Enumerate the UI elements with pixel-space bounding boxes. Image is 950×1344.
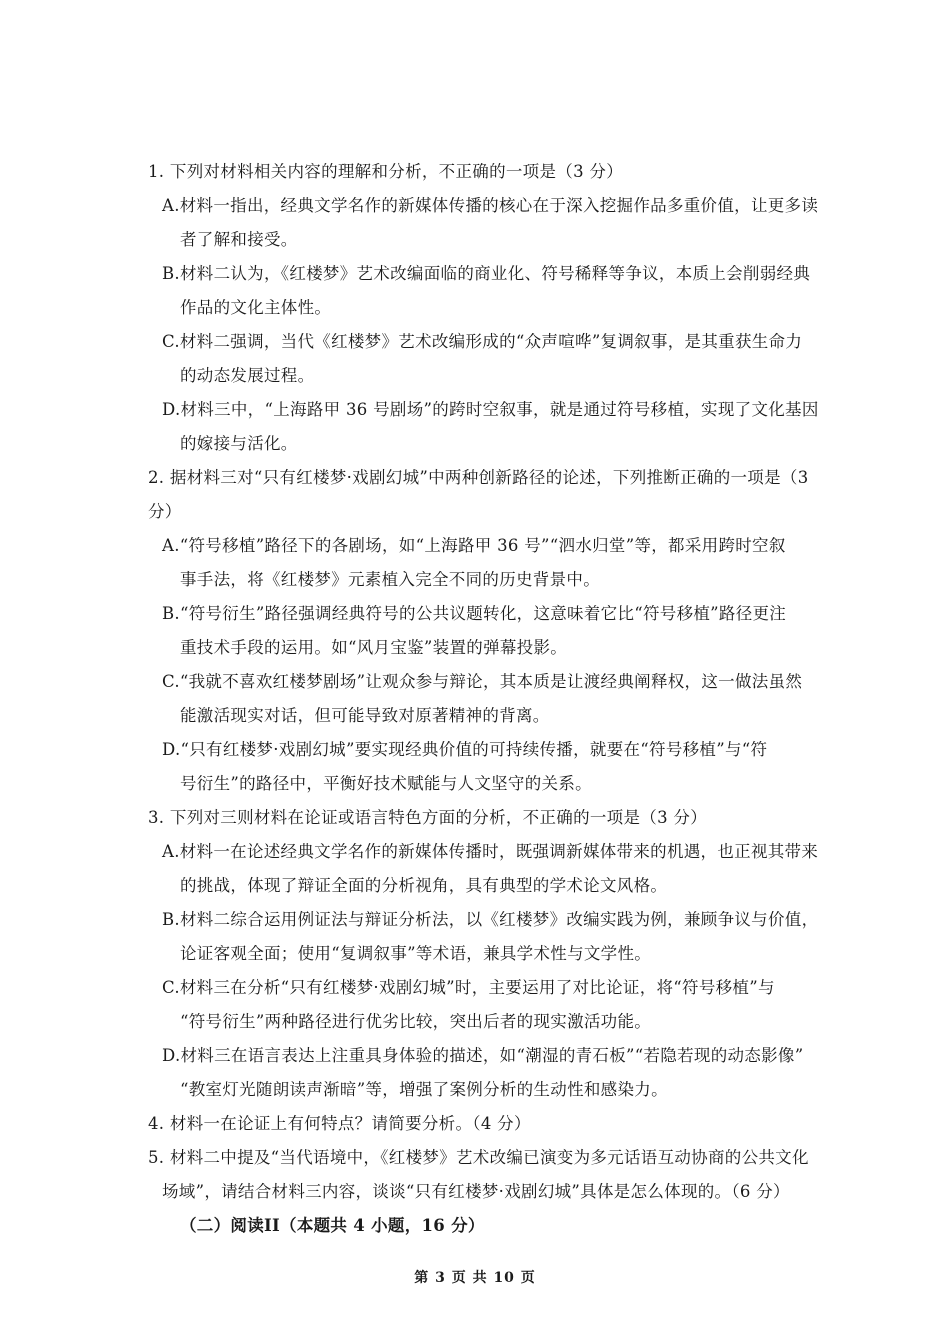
question-4-stem: 4. 材料一在论证上有何特点？请简要分析。（4 分） xyxy=(148,1114,531,1133)
question-3-option-d: D.材料三在语言表达上注重具身体验的描述，如“潮湿的青石板”“若隐若现的动态影像” xyxy=(162,1046,804,1065)
question-3-option-d-cont: “教室灯光随朗读声渐暗”等，增强了案例分析的生动性和感染力。 xyxy=(180,1080,668,1099)
question-5-stem-cont: 场域”，请结合材料三内容，谈谈“只有红楼梦·戏剧幻城”具体是怎么体现的。（6 分） xyxy=(162,1182,790,1201)
question-2-option-a: A.“符号移植”路径下的各剧场，如“上海路甲 36 号”“泗水归堂”等，都采用跨时空叙 xyxy=(162,536,786,555)
page-number-footer: 第 3 页 共 10 页 xyxy=(414,1270,536,1286)
question-2-option-c: C.“我就不喜欢红楼梦剧场”让观众参与辩论，其本质是让渡经典阐释权，这一做法虽然 xyxy=(162,672,803,691)
question-3-stem: 3. 下列对三则材料在论证或语言特色方面的分析，不正确的一项是（3 分） xyxy=(148,808,708,827)
section-heading: （二）阅读II（本题共 4 小题，16 分） xyxy=(180,1216,485,1235)
question-3-option-b-cont: 论证客观全面；使用“复调叙事”等术语，兼具学术性与文学性。 xyxy=(180,944,652,963)
question-3-option-c: C.材料三在分析“只有红楼梦·戏剧幻城”时，主要运用了对比论证，将“符号移植”与 xyxy=(162,978,775,997)
question-3-option-c-cont: “符号衍生”两种路径进行优劣比较，突出后者的现实激活功能。 xyxy=(180,1012,652,1031)
question-1-option-d-cont: 的嫁接与活化。 xyxy=(180,434,298,453)
question-2-stem: 2. 据材料三对“只有红楼梦·戏剧幻城”中两种创新路径的论述，下列推断正确的一项是（3 xyxy=(148,468,809,487)
question-1-option-b-cont: 作品的文化主体性。 xyxy=(180,298,332,317)
question-1-option-a: A.材料一指出，经典文学名作的新媒体传播的核心在于深入挖掘作品多重价值，让更多读 xyxy=(162,196,819,215)
question-3-option-a-cont: 的挑战，体现了辩证全面的分析视角，具有典型的学术论文风格。 xyxy=(180,876,668,895)
question-3-option-a: A.材料一在论述经典文学名作的新媒体传播时，既强调新媒体带来的机遇，也正视其带来 xyxy=(162,842,819,861)
question-2-option-c-cont: 能激活现实对话，但可能导致对原著精神的背离。 xyxy=(180,706,550,725)
question-2-option-b: B.“符号衍生”路径强调经典符号的公共议题转化，这意味着它比“符号移植”路径更注 xyxy=(162,604,787,623)
question-2-option-a-cont: 事手法，将《红楼梦》元素植入完全不同的历史背景中。 xyxy=(180,570,600,589)
question-1-option-c: C.材料二强调，当代《红楼梦》艺术改编形成的“众声喧哗”复调叙事，是其重获生命力 xyxy=(162,332,803,351)
question-1-option-a-cont: 者了解和接受。 xyxy=(180,230,298,249)
question-1-option-b: B.材料二认为，《红楼梦》艺术改编面临的商业化、符号稀释等争议，本质上会削弱经典 xyxy=(162,264,811,283)
question-2-option-d-cont: 号衍生”的路径中，平衡好技术赋能与人文坚守的关系。 xyxy=(180,774,592,793)
question-5-stem: 5. 材料二中提及“当代语境中，《红楼梦》艺术改编已演变为多元话语互动协商的公共文化 xyxy=(148,1148,809,1167)
question-1-option-c-cont: 的动态发展过程。 xyxy=(180,366,315,385)
question-2-option-b-cont: 重技术手段的运用。如“风月宝鉴”装置的弹幕投影。 xyxy=(180,638,568,657)
question-2-stem-cont: 分） xyxy=(148,502,182,521)
question-1-stem: 1. 下列对材料相关内容的理解和分析，不正确的一项是（3 分） xyxy=(148,162,624,181)
question-3-option-b: B.材料二综合运用例证法与辩证分析法，以《红楼梦》改编实践为例，兼顾争议与价值， xyxy=(162,910,819,929)
question-1-option-d: D.材料三中，“上海路甲 36 号剧场”的跨时空叙事，就是通过符号移植，实现了文化基因 xyxy=(162,400,819,419)
question-2-option-d: D.“只有红楼梦·戏剧幻城”要实现经典价值的可持续传播，就要在“符号移植”与“符 xyxy=(162,740,768,759)
